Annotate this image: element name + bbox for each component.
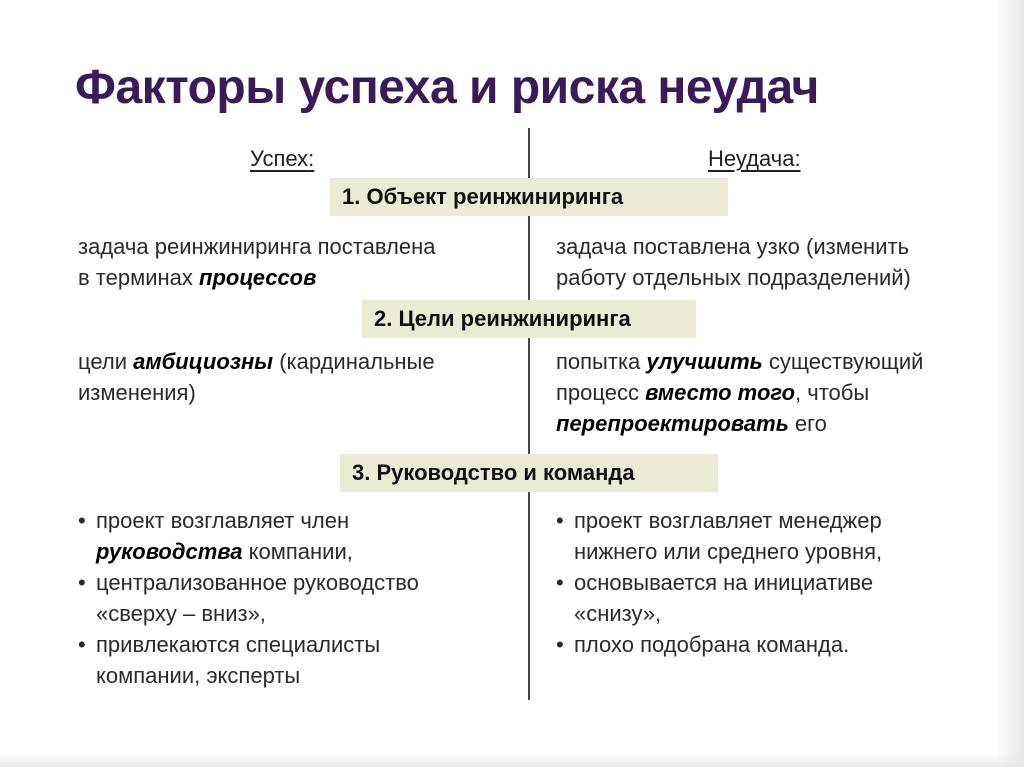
emphasis-text: процессов [199, 265, 317, 290]
section-2-success-text [78, 346, 518, 408]
list-item [78, 505, 518, 567]
emphasis-text: перепроектировать [556, 411, 789, 436]
list-item [556, 629, 996, 660]
text-line: • плохо подобрана команда. [574, 632, 850, 657]
page-title: Факторы успеха и риска неудач [75, 61, 819, 114]
text-line: задача реинжиниринга поставлена [78, 234, 436, 259]
emphasis-text: улучшить [646, 349, 763, 374]
section-1-success-text [78, 231, 518, 293]
text-line: задача поставлена узко (изменить [556, 234, 910, 259]
list-item [78, 567, 518, 629]
text-line: работу отдельных подразделений) [556, 265, 911, 290]
text-line: • проект возглавляет менеджер [574, 508, 882, 533]
section-1-failure-text [556, 231, 996, 293]
section-2-failure-text [556, 346, 996, 439]
text-fragment: процесс [556, 380, 646, 405]
section-3-failure-text [556, 505, 996, 660]
column-header-colon: : [794, 146, 801, 171]
text-line [556, 408, 996, 439]
text-line: изменения) [78, 380, 196, 405]
text-fragment: существующий [762, 349, 924, 374]
text-line [78, 346, 518, 377]
text-line: • централизованное руководство [96, 570, 419, 595]
text-line: «снизу», [574, 601, 662, 626]
text-fragment: компании, [242, 539, 353, 564]
emphasis-text: вместо того [645, 380, 796, 405]
emphasis-text: руководства [96, 539, 243, 564]
text-line: • привлекаются специалисты [96, 632, 381, 657]
section-header-leadership: 3. Руководство и команда [340, 454, 718, 492]
text-fragment: цели [78, 349, 134, 374]
success-bullet-list [78, 505, 518, 691]
failure-bullet-list [556, 505, 996, 660]
list-item [78, 629, 518, 691]
text-line: «сверху – вниз», [96, 601, 266, 626]
list-item [556, 567, 996, 629]
text-line: • проект возглавляет член [96, 508, 350, 533]
section-header-goals: 2. Цели реинжиниринга [362, 300, 696, 338]
text-fragment: , чтобы [795, 380, 870, 405]
section-header-object: 1. Объект реинжиниринга [330, 178, 728, 216]
column-header-failure-label: Неудача [708, 146, 795, 171]
text-fragment: (кардинальные [273, 349, 435, 374]
column-header-colon: : [308, 146, 315, 171]
text-line [556, 377, 996, 408]
column-header-failure [708, 146, 801, 172]
column-header-success-label: Успех [250, 146, 309, 171]
text-line: нижнего или среднего уровня, [574, 539, 883, 564]
text-line [556, 346, 996, 377]
text-fragment: его [788, 411, 827, 436]
text-fragment: в терминах [78, 265, 200, 290]
column-header-success [250, 146, 314, 172]
text-line: компании, эксперты [96, 663, 301, 688]
slide-shadow-bottom [0, 753, 1024, 767]
text-fragment: попытка [556, 349, 647, 374]
list-item [556, 505, 996, 567]
text-line [78, 262, 518, 293]
emphasis-text: амбициозны [133, 349, 274, 374]
slide-shadow-right [996, 0, 1024, 767]
text-line [96, 536, 518, 567]
section-3-success-text [78, 505, 518, 691]
text-line: • основывается на инициативе [574, 570, 874, 595]
